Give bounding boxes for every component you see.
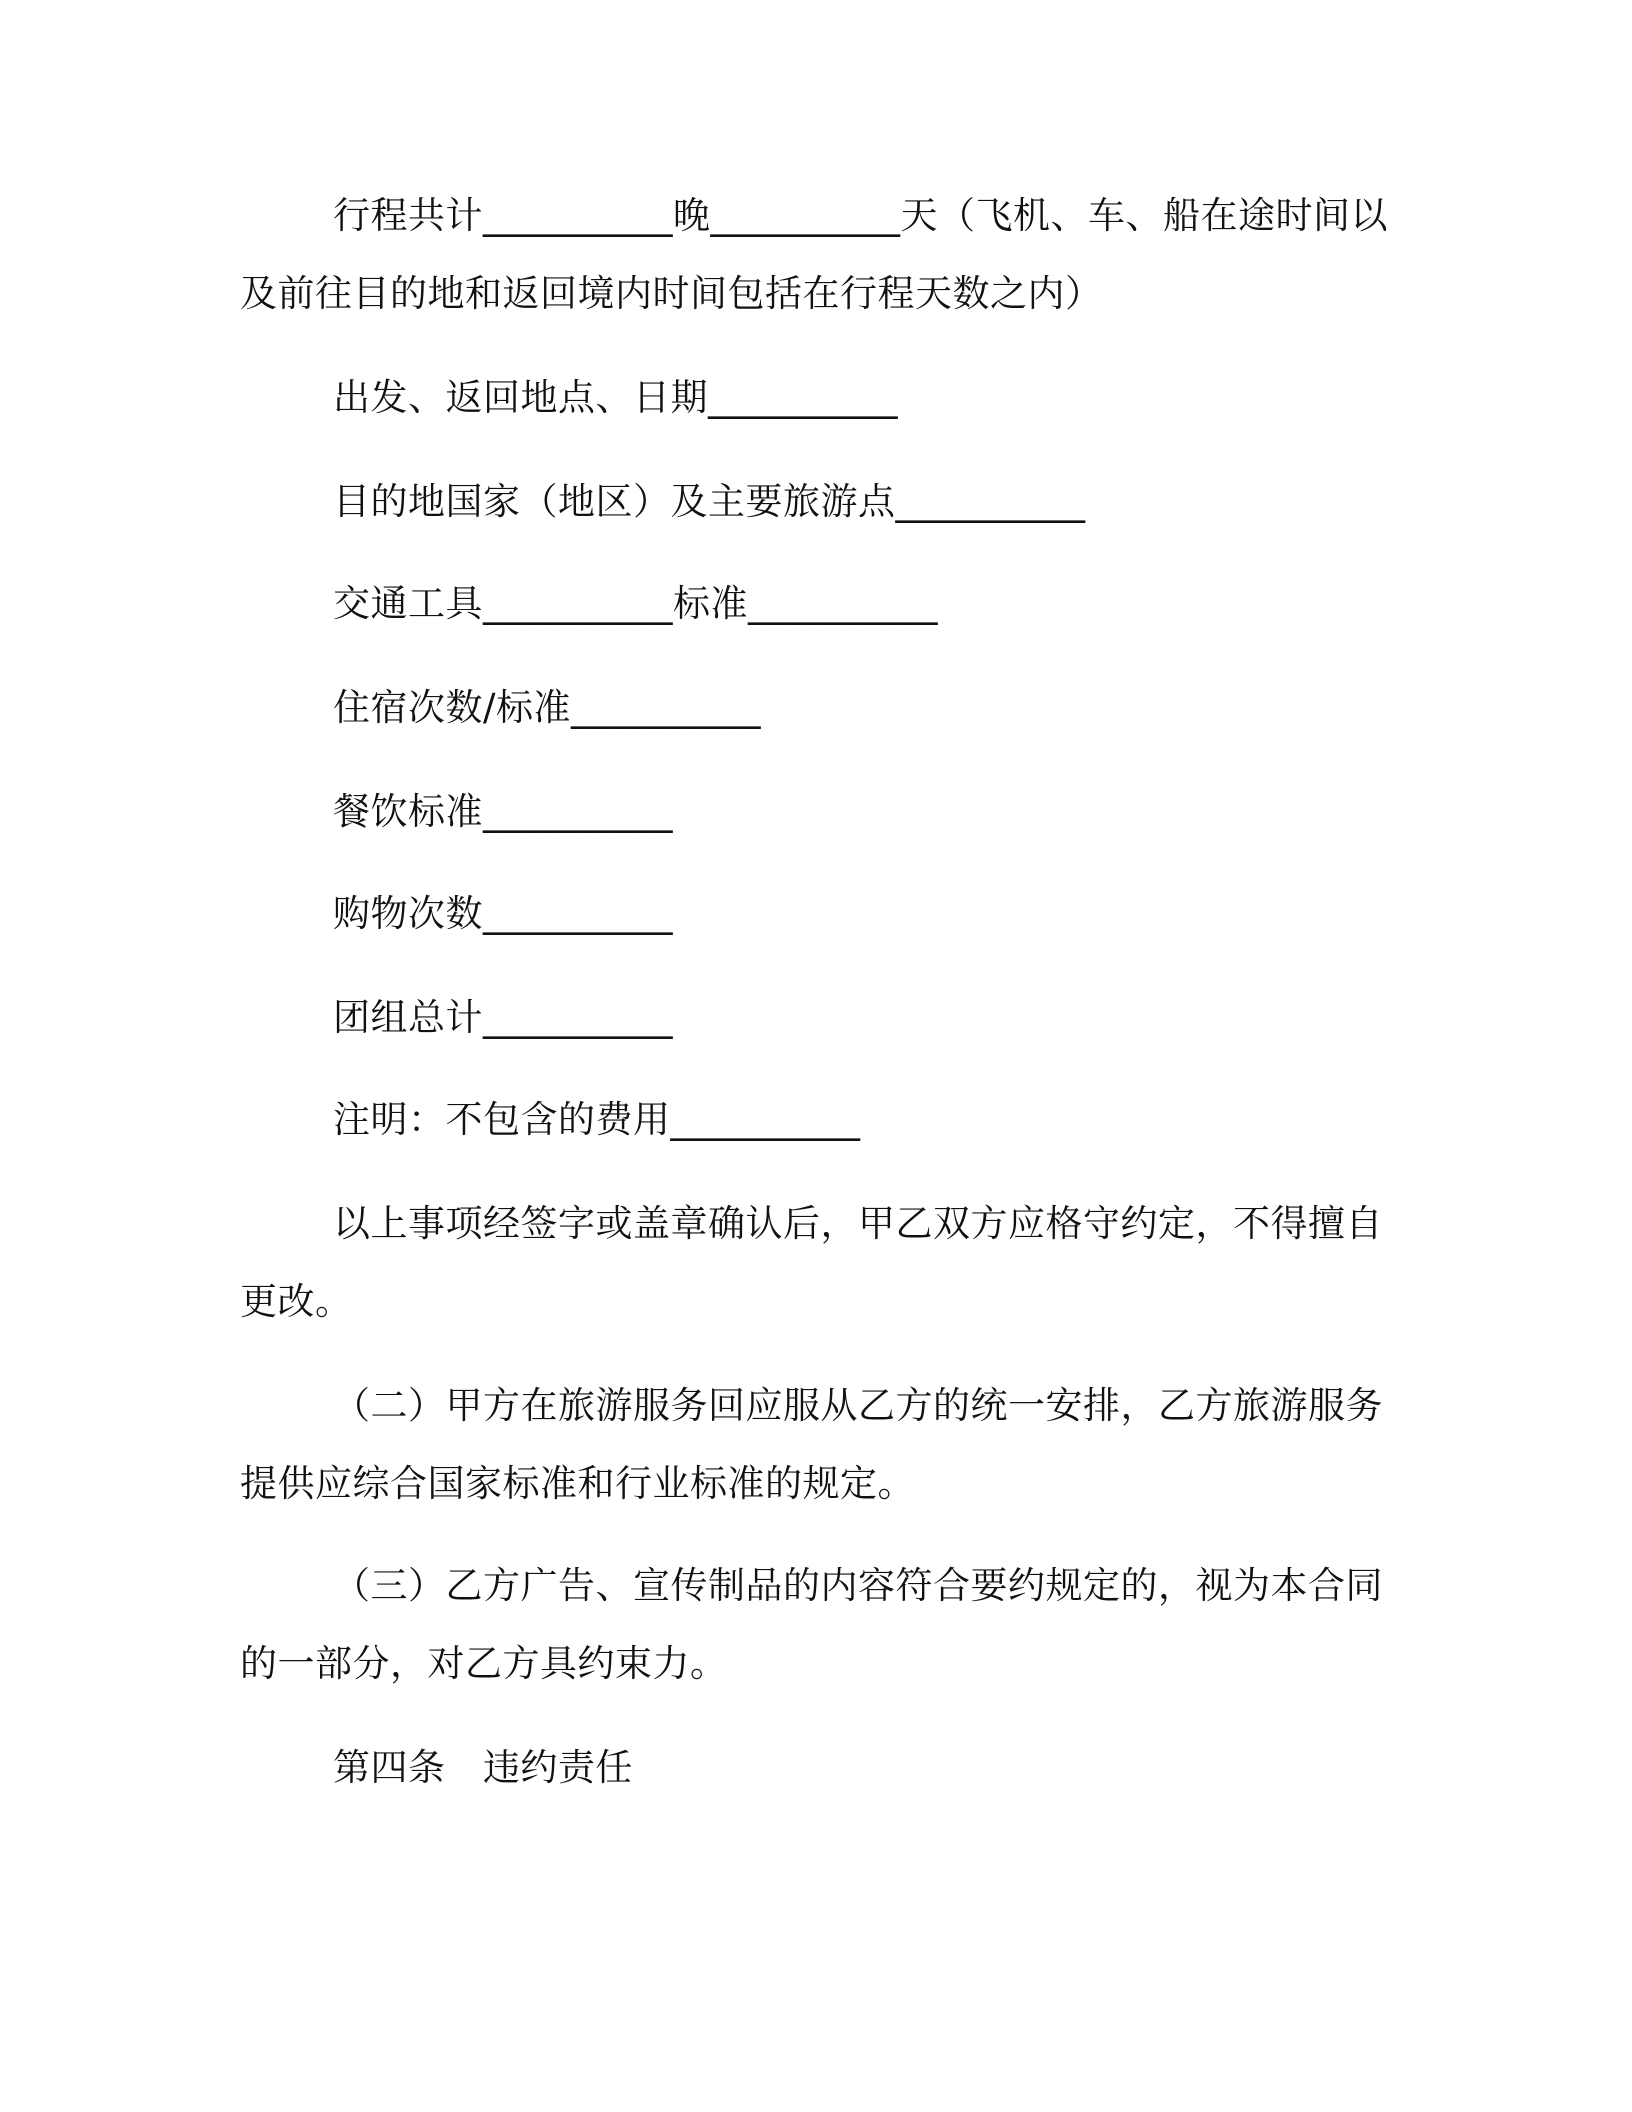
confirmation-line-2: 更改。 — [240, 1280, 353, 1323]
article-4-heading: 第四条 违约责任 — [333, 1746, 633, 1789]
clause-2-line-2: 提供应综合国家标准和行业标准的规定。 — [240, 1462, 915, 1505]
itinerary-total-line-1: 行程共计__________晚__________天（飞机、车、船在途时间以 — [333, 194, 1388, 237]
group-total-line: 团组总计__________ — [333, 996, 673, 1039]
confirmation-line-1: 以上事项经签字或盖章确认后，甲乙双方应格守约定，不得擅自 — [333, 1202, 1383, 1245]
departure-return-line: 出发、返回地点、日期__________ — [333, 376, 898, 419]
transport-line: 交通工具__________标准__________ — [333, 582, 938, 625]
dining-line: 餐饮标准__________ — [333, 790, 673, 833]
lodging-line: 住宿次数/标准__________ — [333, 686, 761, 729]
clause-3-line-1: （三）乙方广告、宣传制品的内容符合要约规定的，视为本合同 — [333, 1564, 1383, 1607]
clause-2-line-1: （二）甲方在旅游服务回应服从乙方的统一安排，乙方旅游服务 — [333, 1384, 1383, 1427]
excluded-fees-line: 注明：不包含的费用__________ — [333, 1098, 861, 1141]
itinerary-total-line-2: 及前往目的地和返回境内时间包括在行程天数之内） — [240, 272, 1103, 315]
clause-3-line-2: 的一部分，对乙方具约束力。 — [240, 1642, 728, 1685]
destination-line: 目的地国家（地区）及主要旅游点__________ — [333, 480, 1086, 523]
shopping-line: 购物次数__________ — [333, 892, 673, 935]
